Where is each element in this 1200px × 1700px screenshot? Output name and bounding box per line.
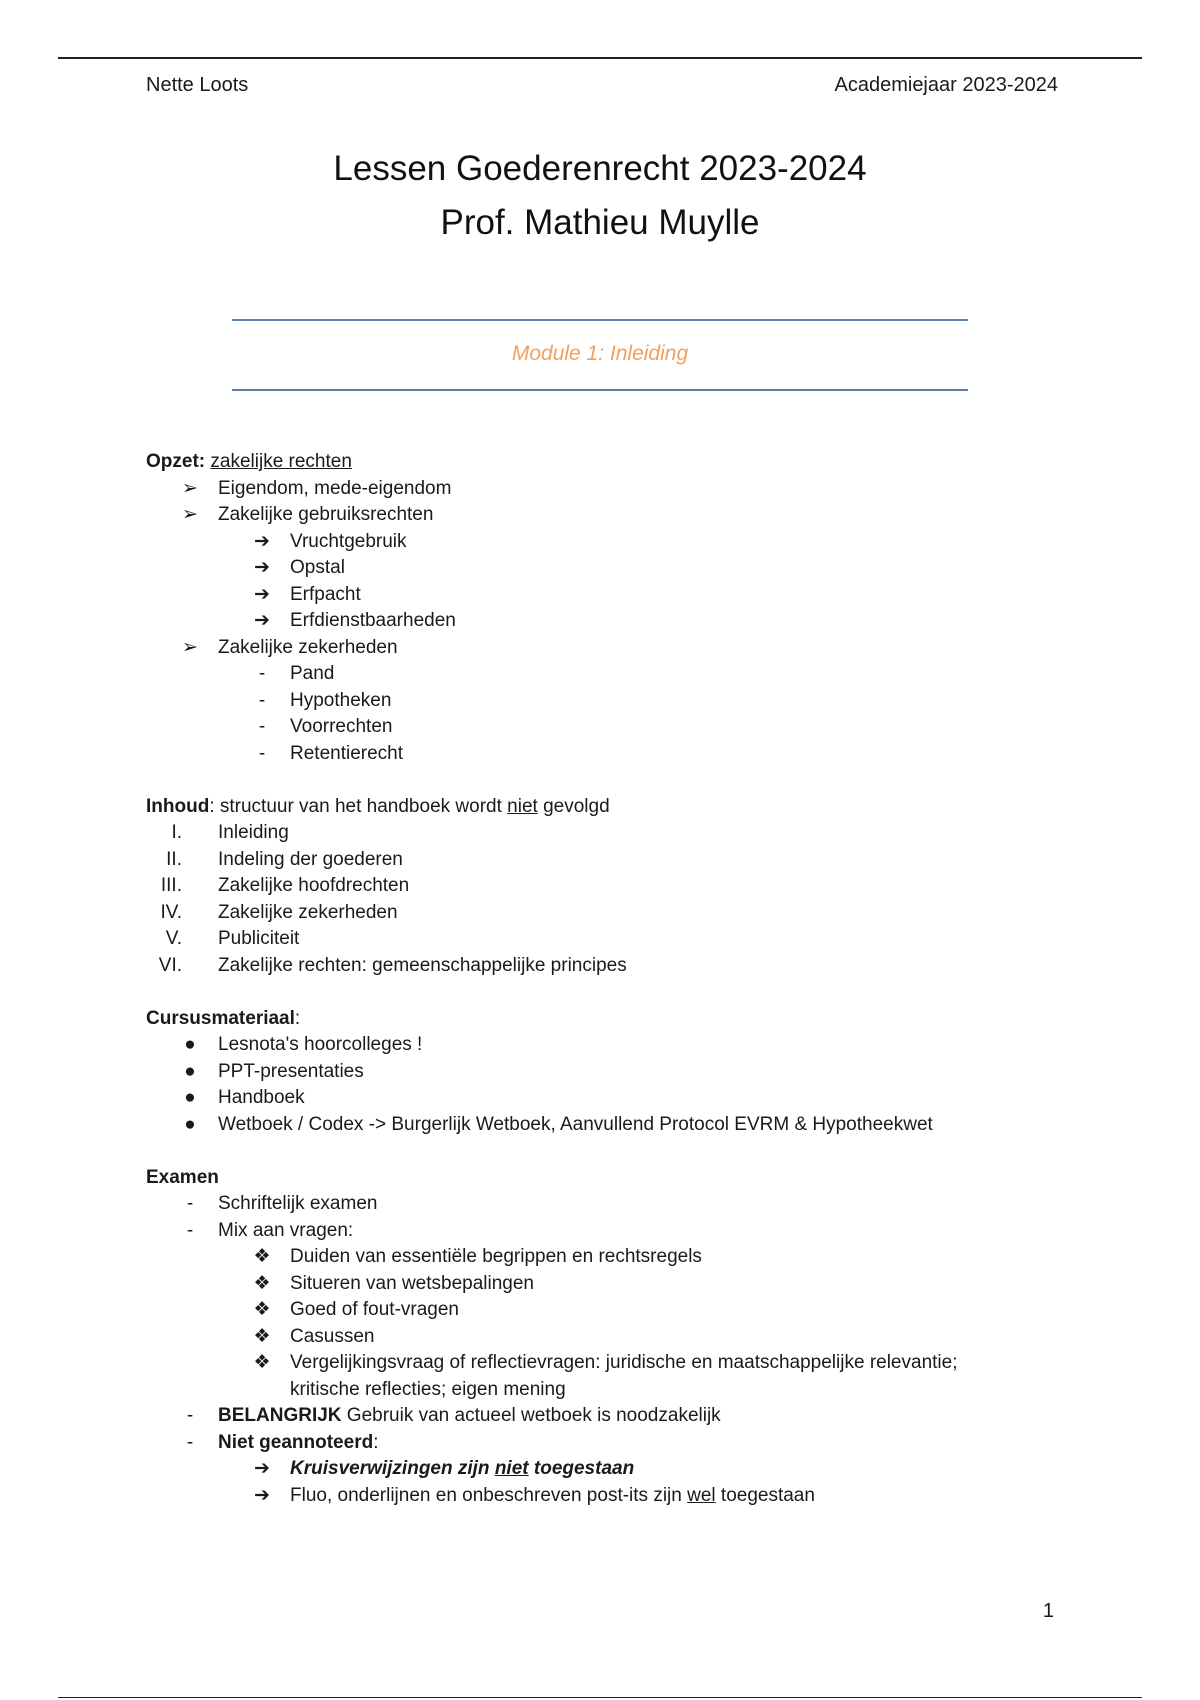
dash-bullet-icon: - xyxy=(258,663,266,684)
list-item-text: Mix aan vragen: xyxy=(218,1219,354,1241)
document-title xyxy=(0,142,1200,250)
list-item xyxy=(146,953,1046,980)
rule-text-end: toegestaan xyxy=(528,1458,635,1479)
diamond-bullet-icon: ❖ xyxy=(253,1246,271,1267)
inhoud-text-end: gevolgd xyxy=(537,795,610,817)
list-item-text: Zakelijke gebruiksrechten xyxy=(218,504,434,525)
arrowhead-bullet-icon: ➢ xyxy=(182,504,198,525)
list-item-text: Retentierecht xyxy=(290,742,404,764)
list-item-text: Duiden van essentiële begrippen en rechtsregels xyxy=(290,1246,702,1267)
list-item-text: Lesnota's hoorcolleges ! xyxy=(218,1034,423,1055)
module-title: Module 1: Inleiding xyxy=(511,342,689,365)
list-item xyxy=(146,1191,1046,1218)
list-item-text: Opstal xyxy=(290,557,345,578)
diamond-bullet-icon: ❖ xyxy=(253,1299,271,1320)
list-item-text: PPT-presentaties xyxy=(218,1060,364,1082)
list-item xyxy=(146,847,1046,874)
document-body xyxy=(146,449,1046,1509)
list-item xyxy=(146,1403,1046,1430)
list-item-text: Situeren van wetsbepalingen xyxy=(290,1272,535,1294)
list-item-text: Vruchtgebruik xyxy=(290,530,407,552)
list-item xyxy=(146,900,1046,927)
rule-text: Fluo, onderlijnen en onbeschreven post-its zijn xyxy=(290,1484,688,1506)
spacer xyxy=(146,767,1046,794)
dash-bullet-icon: - xyxy=(186,1193,194,1214)
dash-bullet-icon: - xyxy=(258,716,266,737)
arrowhead-bullet-icon: ➢ xyxy=(182,477,198,499)
list-item xyxy=(146,476,1046,503)
roman-numeral: VI. xyxy=(158,954,182,976)
list-item-text: Zakelijke rechten: gemeenschappelijke principes xyxy=(218,954,627,976)
dot-bullet-icon: ● xyxy=(184,1034,196,1055)
examen-heading xyxy=(146,1165,1046,1192)
list-item-text: Inleiding xyxy=(218,822,289,843)
author-name: Nette Loots xyxy=(146,74,249,96)
list-item xyxy=(146,1271,1046,1298)
list-item xyxy=(146,582,1046,609)
arrow-bullet-icon: ➔ xyxy=(254,530,270,552)
list-item xyxy=(146,1218,1046,1245)
arrow-bullet-icon: ➔ xyxy=(254,1458,270,1479)
cursus-heading xyxy=(146,1006,1046,1033)
list-item xyxy=(146,1112,1046,1139)
list-item-text: Pand xyxy=(290,663,335,684)
inhoud-heading xyxy=(146,794,1046,821)
dot-bullet-icon: ● xyxy=(184,1113,196,1135)
arrow-bullet-icon: ➔ xyxy=(254,557,270,578)
list-item-text xyxy=(290,1483,815,1510)
rule-underlined: wel xyxy=(687,1484,716,1506)
spacer xyxy=(146,1138,1046,1165)
list-item xyxy=(146,1244,1046,1271)
list-item-text xyxy=(290,1456,634,1483)
list-item-text: Wetboek / Codex -> Burgerlijk Wetboek, Aanvullend Protocol EVRM & Hypotheekwet xyxy=(218,1113,933,1135)
title-line-2: Prof. Mathieu Muylle xyxy=(440,203,760,242)
list-item xyxy=(146,502,1046,529)
arrowhead-bullet-icon: ➢ xyxy=(182,636,198,658)
list-item xyxy=(146,1059,1046,1086)
dash-bullet-icon: - xyxy=(258,742,266,764)
list-item xyxy=(146,1456,1046,1483)
belangrijk-label: BELANGRIJK xyxy=(218,1405,342,1426)
inhoud-text: : structuur van het handboek wordt xyxy=(209,795,508,817)
rule-underlined: niet xyxy=(494,1458,529,1479)
inhoud-label: Inhoud xyxy=(146,795,210,817)
dot-bullet-icon: ● xyxy=(184,1087,196,1108)
list-item-text: Schriftelijk examen xyxy=(218,1193,378,1214)
dash-bullet-icon: - xyxy=(258,689,266,711)
page-number: 1 xyxy=(1042,1600,1054,1622)
list-item xyxy=(146,608,1046,635)
belangrijk-text: Gebruik van actueel wetboek is noodzakelijk xyxy=(341,1405,721,1426)
cursus-label: Cursusmateriaal xyxy=(146,1007,295,1029)
diamond-bullet-icon: ❖ xyxy=(253,1272,271,1294)
opzet-value: zakelijke rechten xyxy=(210,451,352,472)
list-item xyxy=(146,1032,1046,1059)
list-item-text: Handboek xyxy=(218,1087,305,1108)
list-item-text: Zakelijke hoofdrechten xyxy=(218,875,410,896)
list-item-text xyxy=(218,1430,378,1457)
list-item-text: Zakelijke zekerheden xyxy=(218,636,398,658)
rule-text-end: toegestaan xyxy=(715,1484,815,1506)
cursus-suffix: : xyxy=(294,1007,301,1029)
list-item xyxy=(146,635,1046,662)
roman-numeral: I. xyxy=(171,822,182,843)
niet-geannoteerd-label: Niet geannoteerd xyxy=(218,1431,374,1453)
list-item-text: Goed of fout-vragen xyxy=(290,1299,459,1320)
list-item xyxy=(146,555,1046,582)
diamond-bullet-icon: ❖ xyxy=(253,1352,271,1373)
list-item xyxy=(146,1085,1046,1112)
list-item xyxy=(146,926,1046,953)
diamond-bullet-icon: ❖ xyxy=(253,1325,271,1347)
opzet-heading xyxy=(146,449,1046,476)
spacer xyxy=(146,979,1046,1006)
dot-bullet-icon: ● xyxy=(184,1060,196,1082)
list-item xyxy=(146,1430,1046,1457)
inhoud-underlined: niet xyxy=(507,795,538,817)
list-item xyxy=(146,1324,1046,1351)
module-banner xyxy=(232,319,968,391)
list-item-text: Casussen xyxy=(290,1325,375,1347)
list-item xyxy=(146,1350,1046,1403)
arrow-bullet-icon: ➔ xyxy=(254,1484,270,1506)
dash-bullet-icon: - xyxy=(186,1431,194,1453)
bottom-rule xyxy=(58,1697,1142,1698)
title-line-1: Lessen Goederenrecht 2023-2024 xyxy=(333,149,867,188)
list-item-text: Zakelijke zekerheden xyxy=(218,901,398,923)
list-item-text: Publiciteit xyxy=(218,928,300,949)
list-item-text: Voorrechten xyxy=(290,716,393,737)
list-item-text: Indeling der goederen xyxy=(218,848,403,870)
list-item-text: Erfdienstbaarheden xyxy=(290,610,456,631)
list-item-text: Hypotheken xyxy=(290,689,392,711)
list-item xyxy=(146,873,1046,900)
top-rule xyxy=(58,57,1142,59)
niet-suffix: : xyxy=(373,1431,379,1453)
list-item-text xyxy=(218,1403,721,1430)
examen-label: Examen xyxy=(146,1166,219,1188)
list-item xyxy=(146,820,1046,847)
list-item-text: Erfpacht xyxy=(290,583,361,605)
list-item xyxy=(146,1297,1046,1324)
list-item xyxy=(146,714,1046,741)
arrow-bullet-icon: ➔ xyxy=(254,583,270,605)
list-item-text: Vergelijkingsvraag of reflectievragen: juridische en maatschappelijke relevantie; kritische reflecties; eigen mening xyxy=(290,1352,958,1400)
roman-numeral: IV. xyxy=(160,901,182,923)
academic-year: Academiejaar 2023-2024 xyxy=(834,74,1058,96)
list-item xyxy=(146,688,1046,715)
list-item xyxy=(146,661,1046,688)
list-item xyxy=(146,741,1046,768)
opzet-label: Opzet: xyxy=(146,451,206,472)
list-item-text: Eigendom, mede-eigendom xyxy=(218,477,452,499)
list-item xyxy=(146,1483,1046,1510)
rule-text: Kruisverwijzingen zijn xyxy=(290,1458,495,1479)
arrow-bullet-icon: ➔ xyxy=(254,610,270,631)
roman-numeral: II. xyxy=(166,848,182,870)
roman-numeral: III. xyxy=(160,875,182,896)
dash-bullet-icon: - xyxy=(186,1405,194,1426)
list-item xyxy=(146,529,1046,556)
roman-numeral: V. xyxy=(165,928,182,949)
dash-bullet-icon: - xyxy=(186,1219,194,1241)
